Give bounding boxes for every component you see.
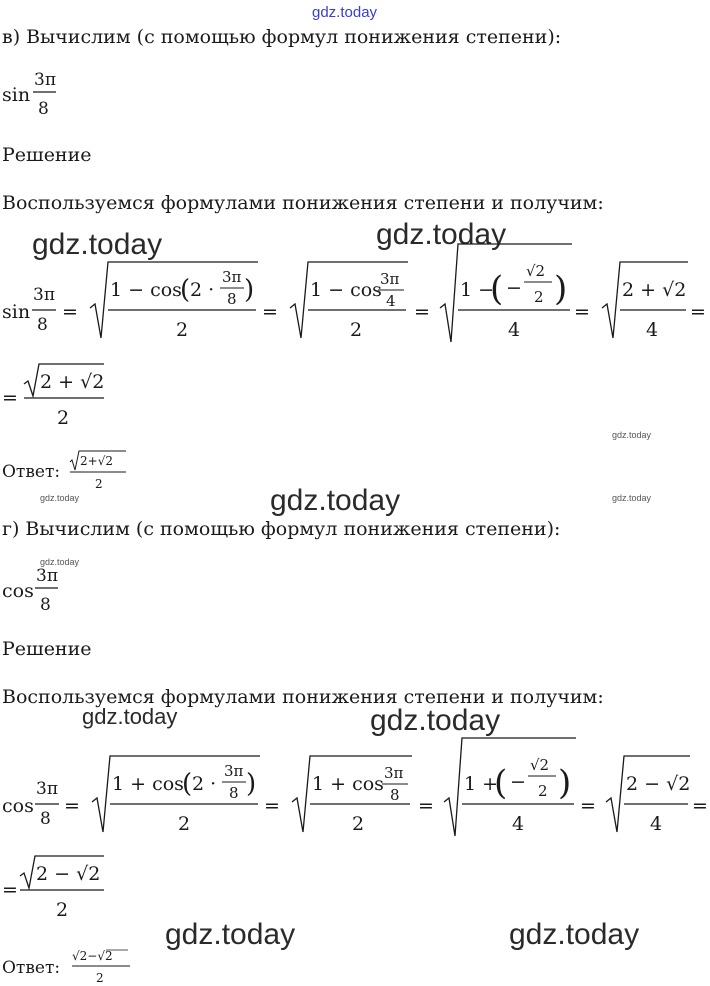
svg-text:2: 2 <box>350 319 363 341</box>
svg-text:2: 2 <box>538 782 548 800</box>
svg-text:2 + √2: 2 + √2 <box>40 371 105 393</box>
svg-text:sin: sin <box>2 301 31 323</box>
svg-text:√2: √2 <box>530 756 550 774</box>
svg-text:1 −: 1 − <box>460 279 495 301</box>
svg-text:2 ·: 2 · <box>190 279 215 301</box>
watermark: gdz.today <box>82 704 178 729</box>
svg-text:2: 2 <box>57 407 70 429</box>
svg-text:cos: cos <box>2 795 34 817</box>
svg-text:=: = <box>418 795 434 817</box>
svg-text:8: 8 <box>390 786 400 804</box>
svg-text:2+√2: 2+√2 <box>80 454 113 468</box>
svg-text:4: 4 <box>650 813 663 835</box>
svg-text:4: 4 <box>386 292 396 310</box>
svg-text:4: 4 <box>508 319 521 341</box>
svg-text:=: = <box>574 301 590 323</box>
svg-text:=: = <box>2 387 18 409</box>
watermark: gdz.today <box>40 557 80 567</box>
svg-text:2 ·: 2 · <box>192 773 217 795</box>
part-g-intro: Воспользуемся формулами понижения степени и получим: <box>2 686 604 708</box>
svg-text:(: ( <box>494 763 508 803</box>
svg-text:8: 8 <box>40 595 51 615</box>
part-g-heading: г) Вычислим (с помощью формул понижения степени): <box>2 518 561 540</box>
svg-text:cos: cos <box>2 580 34 602</box>
part-v-expression <box>0 64 70 124</box>
svg-text:2: 2 <box>95 477 103 491</box>
svg-text:8: 8 <box>38 99 49 119</box>
watermark: gdz.today <box>370 704 501 737</box>
svg-text:=: = <box>692 795 708 817</box>
part-g-expression <box>0 560 70 620</box>
svg-text:8: 8 <box>229 784 239 802</box>
svg-text:): ) <box>246 769 257 799</box>
svg-text:−: − <box>510 771 526 793</box>
part-g-result <box>0 852 140 922</box>
svg-text:): ) <box>554 269 568 309</box>
watermark-top: gdz.today <box>312 4 378 21</box>
watermark: gdz.today <box>32 228 163 261</box>
svg-text:2: 2 <box>534 288 544 306</box>
svg-text:3π: 3π <box>380 270 400 288</box>
svg-text:(: ( <box>180 275 191 305</box>
svg-text:=: = <box>414 301 430 323</box>
svg-text:2: 2 <box>96 971 104 985</box>
svg-text:=: = <box>2 879 18 901</box>
svg-text:=: = <box>64 795 80 817</box>
watermark: gdz.today <box>612 430 652 440</box>
svg-text:8: 8 <box>40 809 51 829</box>
svg-text:=: = <box>264 795 280 817</box>
svg-text:3π: 3π <box>36 779 58 799</box>
svg-text:2: 2 <box>176 319 189 341</box>
part-v-answer-label: Ответ: <box>2 462 61 482</box>
svg-text:1 + cos: 1 + cos <box>112 773 184 795</box>
svg-text:=: = <box>262 301 278 323</box>
svg-text:3π: 3π <box>224 762 244 780</box>
svg-text:1 − cos: 1 − cos <box>310 279 382 301</box>
svg-text:1 + cos: 1 + cos <box>312 773 384 795</box>
svg-text:sin: sin <box>2 84 31 106</box>
svg-text:2: 2 <box>56 899 69 921</box>
watermark: gdz.today <box>165 918 296 951</box>
svg-text:(: ( <box>182 769 193 799</box>
part-v-answer <box>62 448 132 494</box>
svg-text:3π: 3π <box>384 764 404 782</box>
part-v-heading: в) Вычислим (с помощью формул понижения степени): <box>2 26 562 48</box>
watermark: gdz.today <box>376 218 507 251</box>
part-v-solution-label: Решение <box>2 144 92 166</box>
watermark: gdz.today <box>40 493 80 503</box>
watermark: gdz.today <box>509 918 640 951</box>
svg-text:(: ( <box>490 269 504 309</box>
svg-text:√2: √2 <box>526 262 546 280</box>
svg-text:3π: 3π <box>34 70 56 90</box>
svg-text:=: = <box>690 301 706 323</box>
part-v-result <box>0 360 140 430</box>
svg-text:2 − √2: 2 − √2 <box>36 863 101 885</box>
part-g-answer-label: Ответ: <box>2 958 61 978</box>
watermark: gdz.today <box>612 493 652 503</box>
part-g-solution-label: Решение <box>2 638 92 660</box>
svg-text:8: 8 <box>37 315 48 335</box>
part-v-equation <box>0 238 710 350</box>
svg-text:−: − <box>506 277 522 299</box>
svg-text:=: = <box>62 301 78 323</box>
svg-text:8: 8 <box>227 290 237 308</box>
part-g-equation <box>0 732 710 844</box>
svg-text:1 − cos: 1 − cos <box>110 279 182 301</box>
watermark: gdz.today <box>270 484 401 517</box>
svg-text:2: 2 <box>352 813 365 835</box>
svg-text:): ) <box>244 275 255 305</box>
svg-text:4: 4 <box>512 813 525 835</box>
svg-text:2 + √2: 2 + √2 <box>622 279 687 301</box>
part-v-intro: Воспользуемся формулами понижения степени и получим: <box>2 192 604 214</box>
svg-text:): ) <box>558 763 572 803</box>
svg-text:2: 2 <box>178 813 191 835</box>
part-g-answer <box>66 942 136 986</box>
svg-text:4: 4 <box>646 319 659 341</box>
svg-text:2 − √2: 2 − √2 <box>626 773 691 795</box>
svg-text:3π: 3π <box>222 268 242 286</box>
svg-text:1 +: 1 + <box>464 773 499 795</box>
svg-text:3π: 3π <box>36 566 58 586</box>
svg-text:=: = <box>580 795 596 817</box>
svg-text:3π: 3π <box>33 285 55 305</box>
svg-text:√2−√2: √2−√2 <box>72 949 113 963</box>
